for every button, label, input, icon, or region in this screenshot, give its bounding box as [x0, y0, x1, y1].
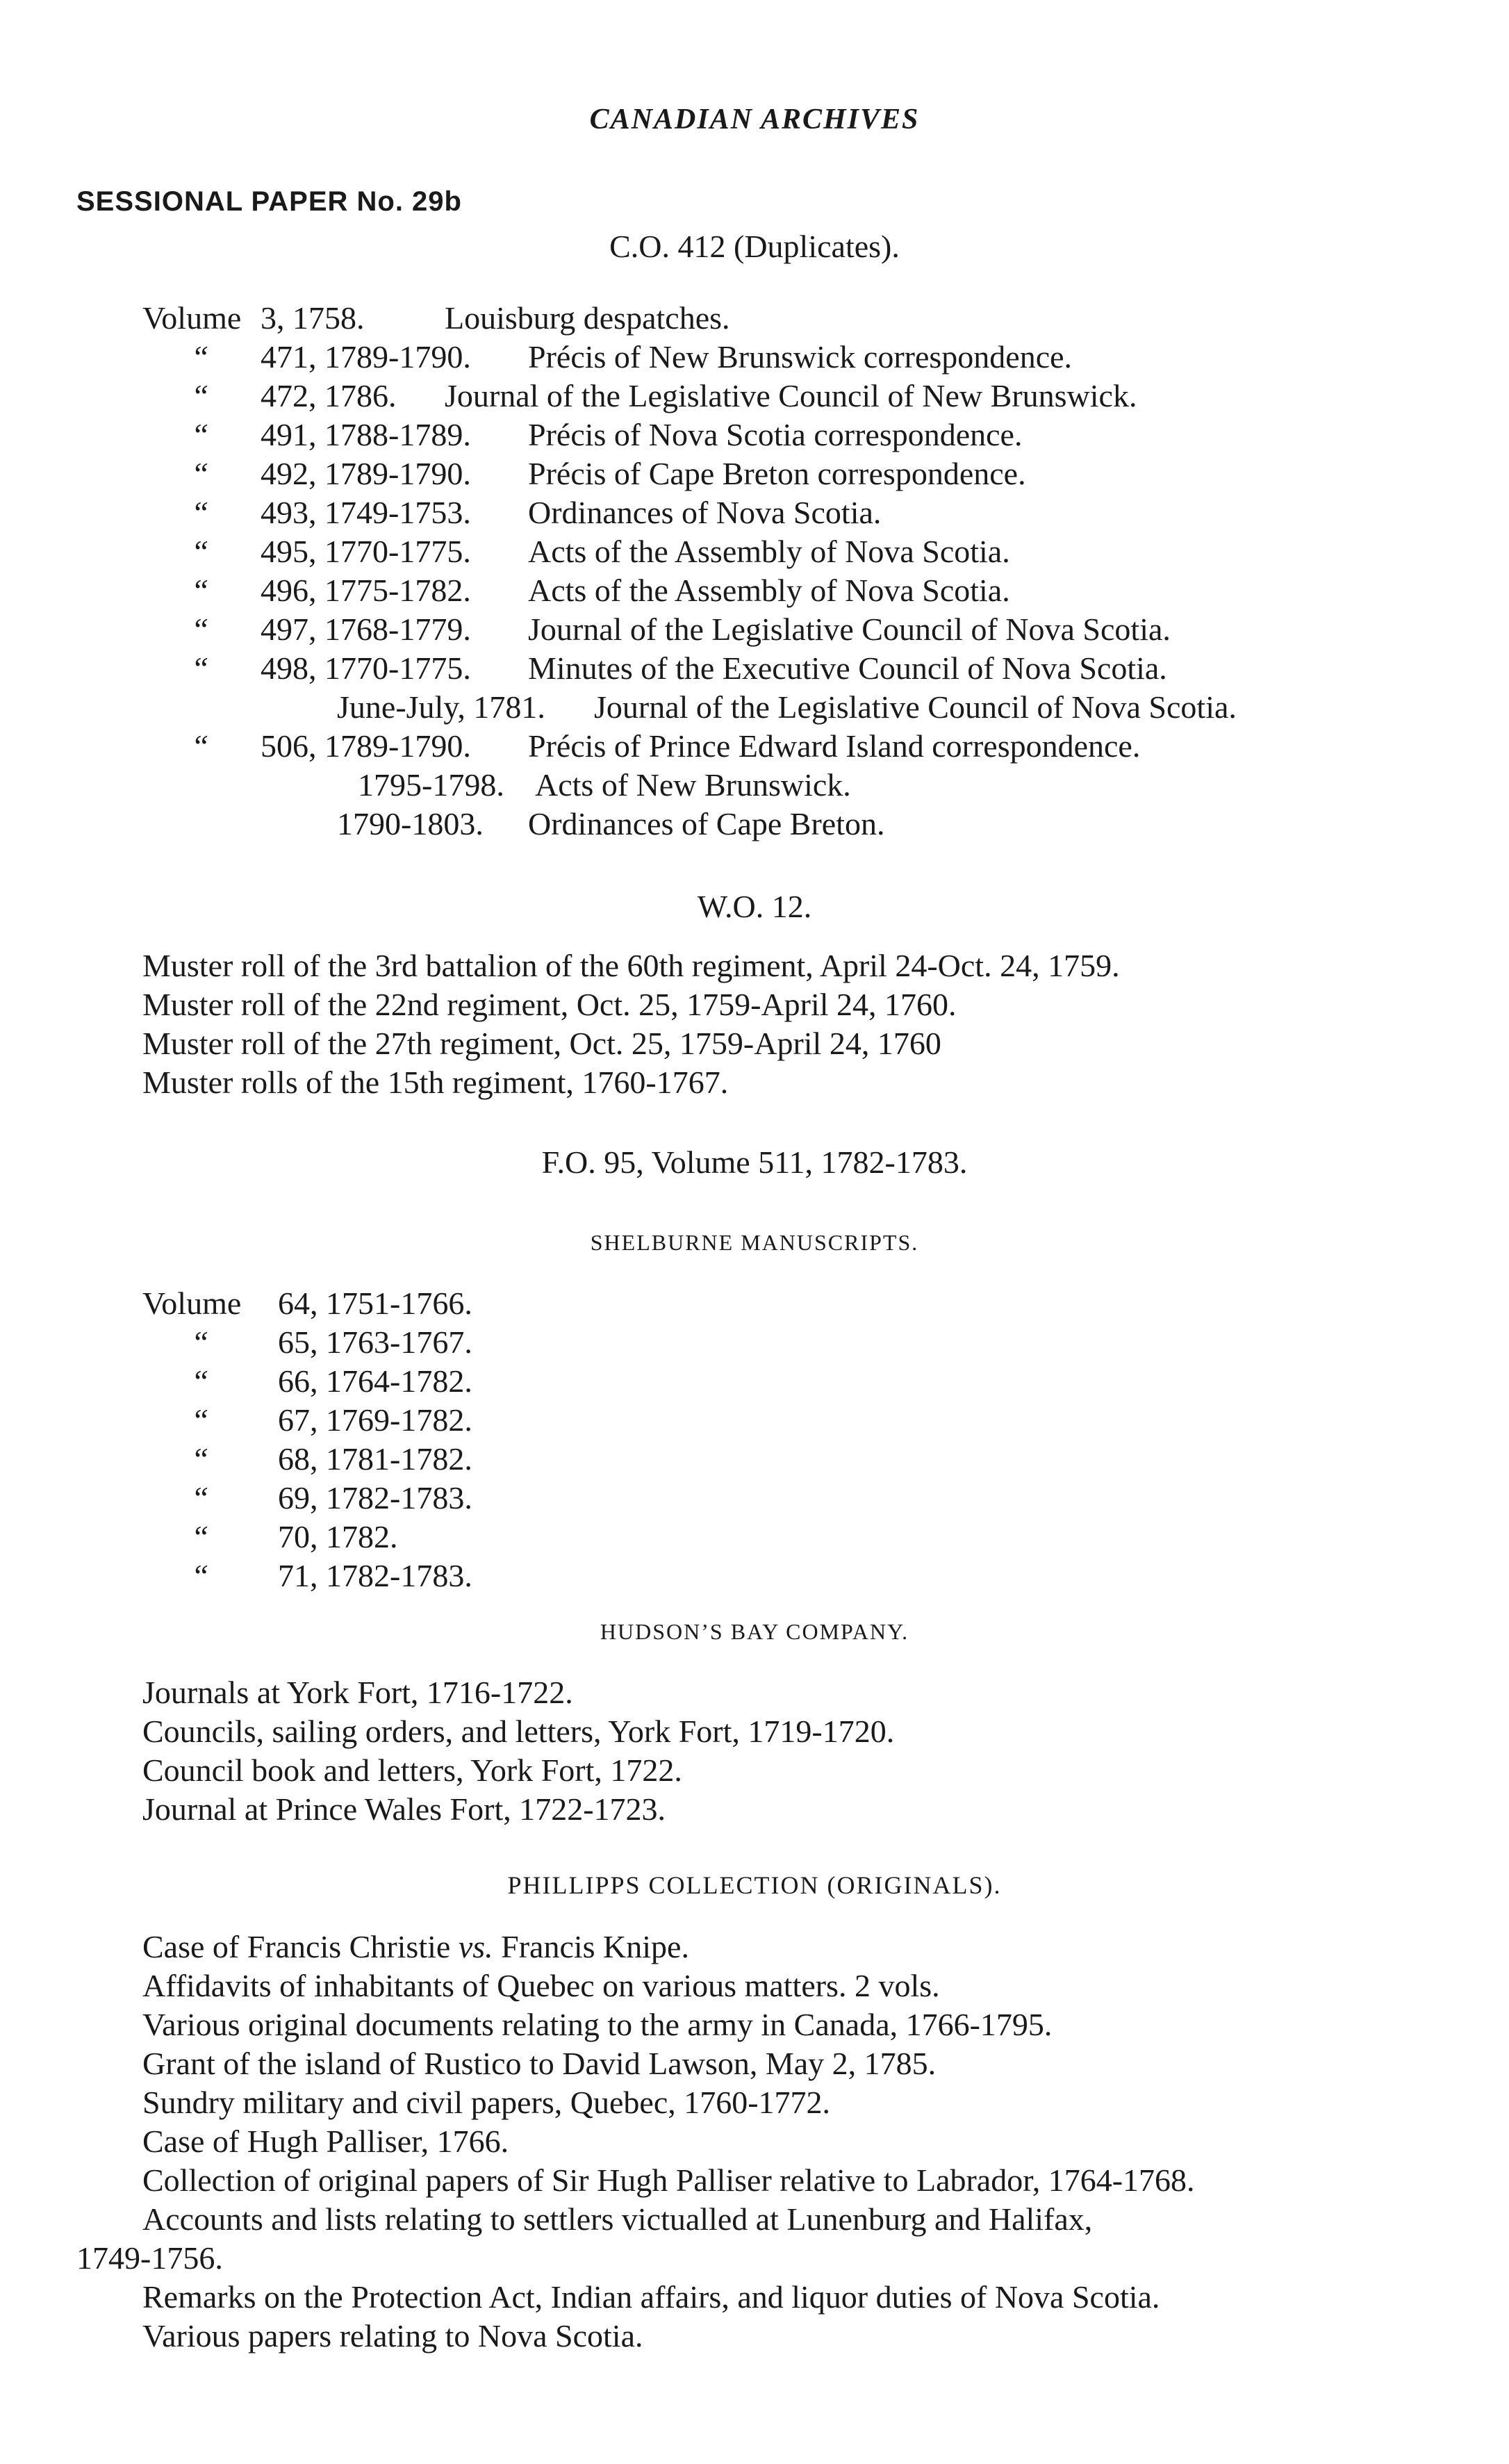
running-title: CANADIAN ARCHIVES: [589, 104, 920, 135]
ditto-mark: “: [191, 495, 209, 530]
hbc-line: Council book and letters, York Fort, 1722.: [142, 1752, 682, 1788]
wo-line: Muster roll of the 3rd battalion of the 60th regiment, April 24-Oct. 24, 1759.: [142, 948, 1120, 983]
shelburne-section-heading: SHELBURNE MANUSCRIPTS.: [590, 1230, 919, 1255]
wo-section-heading: W.O. 12.: [697, 889, 812, 924]
ditto-mark: “: [191, 417, 209, 452]
phillipps-line: Various original documents relating to the army in Canada, 1766-1795.: [142, 2007, 1053, 2042]
co-entry-desc: Louisburg despatches.: [445, 300, 730, 336]
hbc-line: Councils, sailing orders, and letters, York Fort, 1719-1720.: [142, 1714, 895, 1749]
co-entry-ref: June-July, 1781.: [337, 689, 545, 725]
phillipps-line: Collection of original papers of Sir Hugh Palliser relative to Labrador, 1764-1768.: [142, 2162, 1195, 2198]
co-volume-word: Volume: [142, 300, 242, 336]
fo-section-heading: F.O. 95, Volume 511, 1782-1783.: [541, 1144, 968, 1180]
co-entry-desc: Précis of Nova Scotia correspondence.: [528, 417, 1023, 452]
co-entry-desc: Précis of Cape Breton correspondence.: [528, 456, 1026, 491]
phillipps-section-heading: PHILLIPPS COLLECTION (ORIGINALS).: [507, 1871, 1002, 1899]
co-entry-ref: 1795-1798.: [358, 767, 504, 803]
phillipps-line: Remarks on the Protection Act, Indian affairs, and liquor duties of Nova Scotia.: [142, 2279, 1160, 2315]
sessional-paper-label: SESSIONAL PAPER No. 29b: [76, 186, 462, 217]
co-entry-ref: 491, 1788-1789.: [261, 417, 471, 452]
ditto-mark: “: [191, 456, 209, 491]
co-entry-desc: Minutes of the Executive Council of Nova Scotia.: [528, 650, 1167, 686]
co-entry-ref: 498, 1770-1775.: [261, 650, 471, 686]
hbc-line: Journal at Prince Wales Fort, 1722-1723.: [142, 1791, 666, 1827]
ditto-mark: “: [191, 1441, 209, 1477]
ditto-mark: “: [191, 611, 209, 647]
ditto-mark: “: [191, 534, 209, 569]
co-entry-desc: Ordinances of Nova Scotia.: [528, 495, 882, 530]
ditto-mark: “: [191, 378, 209, 413]
shelburne-entry: 66, 1764-1782.: [278, 1363, 472, 1399]
co-entry-desc: Journal of the Legislative Council of New Brunswick.: [445, 378, 1137, 413]
co-entry-ref: 493, 1749-1753.: [261, 495, 471, 530]
phillipps-line: Affidavits of inhabitants of Quebec on various matters. 2 vols.: [142, 1968, 940, 2003]
ditto-mark: “: [191, 573, 209, 608]
co-entry-ref: 497, 1768-1779.: [261, 611, 471, 647]
ditto-mark: “: [191, 1558, 209, 1593]
ditto-mark: “: [191, 1363, 209, 1399]
case-suffix: Francis Knipe.: [493, 1929, 689, 1964]
co-entry-ref: 492, 1789-1790.: [261, 456, 471, 491]
co-entry-desc: Acts of the Assembly of Nova Scotia.: [528, 534, 1010, 569]
phillipps-case-line: [142, 1928, 689, 1966]
phillipps-line: Accounts and lists relating to settlers victualled at Lunenburg and Halifax,: [142, 2201, 1093, 2237]
phillipps-line: Grant of the island of Rustico to David Lawson, May 2, 1785.: [142, 2046, 937, 2081]
ditto-mark: “: [191, 650, 209, 686]
co-entry-desc: Journal of the Legislative Council of Nova Scotia.: [528, 611, 1171, 647]
case-vs: vs.: [458, 1929, 493, 1964]
ditto-mark: “: [191, 1324, 209, 1360]
shelburne-entry: 67, 1769-1782.: [278, 1402, 472, 1438]
phillipps-line: Case of Hugh Palliser, 1766.: [142, 2124, 509, 2159]
wo-line: Muster roll of the 27th regiment, Oct. 25, 1759-April 24, 1760: [142, 1026, 941, 1061]
co-entry-ref: 3, 1758.: [261, 300, 365, 336]
phillipps-line: Various papers relating to Nova Scotia.: [142, 2318, 643, 2354]
shelburne-entry: 70, 1782.: [278, 1519, 398, 1554]
shelburne-volume-word: Volume: [142, 1286, 242, 1321]
ditto-mark: “: [191, 1480, 209, 1516]
phillipps-line: Sundry military and civil papers, Quebec, 1760-1772.: [142, 2085, 831, 2120]
ditto-mark: “: [191, 1402, 209, 1438]
shelburne-entry: 68, 1781-1782.: [278, 1441, 472, 1477]
co-entry-ref: 471, 1789-1790.: [261, 339, 471, 375]
co-entry-ref: 472, 1786.: [261, 378, 397, 413]
phillipps-line: 1749-1756.: [76, 2240, 223, 2276]
case-prefix: Case of Francis Christie: [142, 1929, 459, 1964]
wo-line: Muster roll of the 22nd regiment, Oct. 25, 1759-April 24, 1760.: [142, 987, 957, 1022]
ditto-mark: “: [191, 728, 209, 764]
shelburne-entry: 69, 1782-1783.: [278, 1480, 472, 1516]
co-entry-desc: Précis of Prince Edward Island correspondence.: [528, 728, 1141, 764]
co-entry-desc: Journal of the Legislative Council of Nova Scotia.: [594, 689, 1237, 725]
ditto-mark: “: [191, 1519, 209, 1554]
shelburne-entry: 64, 1751-1766.: [278, 1286, 472, 1321]
co-entry-desc: Acts of the Assembly of Nova Scotia.: [528, 573, 1010, 608]
co-entry-desc: Acts of New Brunswick.: [535, 767, 851, 803]
co-entry-ref: 506, 1789-1790.: [261, 728, 471, 764]
co-entry-desc: Précis of New Brunswick correspondence.: [528, 339, 1073, 375]
co-entry-ref: 496, 1775-1782.: [261, 573, 471, 608]
co-section-heading: C.O. 412 (Duplicates).: [609, 229, 900, 264]
shelburne-entry: 71, 1782-1783.: [278, 1558, 472, 1593]
hbc-section-heading: HUDSON’S BAY COMPANY.: [600, 1619, 909, 1644]
co-entry-desc: Ordinances of Cape Breton.: [528, 806, 885, 841]
shelburne-entry: 65, 1763-1767.: [278, 1324, 472, 1360]
hbc-line: Journals at York Fort, 1716-1722.: [142, 1675, 573, 1710]
co-entry-ref: 1790-1803.: [337, 806, 484, 841]
wo-line: Muster rolls of the 15th regiment, 1760-1767.: [142, 1065, 729, 1100]
co-entry-ref: 495, 1770-1775.: [261, 534, 471, 569]
ditto-mark: “: [191, 339, 209, 375]
